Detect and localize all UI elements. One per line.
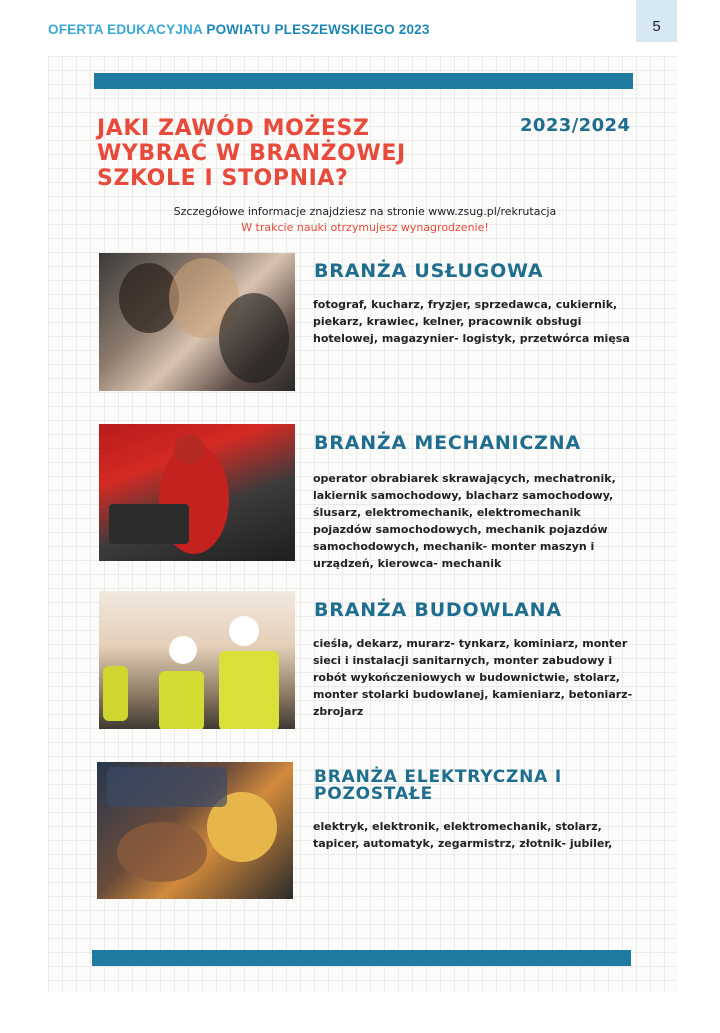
page-number: 5 (652, 18, 661, 35)
section-heading: BRANŻA MECHANICZNA (314, 432, 581, 454)
section-heading: BRANŻA USŁUGOWA (314, 260, 544, 282)
construction-workers-photo (99, 591, 295, 729)
header-title-part1: OFERTA EDUKACYJNA (48, 22, 203, 37)
school-year: 2023/2024 (520, 115, 631, 136)
section-professions: fotograf, kucharz, fryzjer, sprzedawca, cukiernik, piekarz, krawiec, kelner, pracownik obsługi hotelowej, magazynier- logistyk, przetwórca mięsa (313, 298, 630, 345)
electrician-photo (97, 762, 293, 899)
section-professions: elektryk, elektronik, elektromechanik, stolarz, tapicer, automatyk, zegarmistrz, złotnik- jubiler, (313, 820, 613, 850)
bottom-divider-bar (92, 950, 631, 966)
salary-note: W trakcie nauki otrzymujesz wynagrodzenie! (241, 221, 489, 234)
top-divider-bar (94, 73, 633, 89)
photo-figure (174, 434, 204, 464)
photo-figure (229, 616, 259, 646)
header-title (48, 22, 430, 37)
hairdresser-photo (99, 253, 295, 391)
photo-figure (219, 293, 289, 383)
section-heading: BRANŻA BUDOWLANA (314, 599, 562, 621)
section-heading: BRANŻA ELEKTRYCZNA I POZOSTAŁE (314, 767, 562, 804)
photo-figure (103, 666, 128, 721)
photo-figure (169, 636, 197, 664)
photo-figure (159, 671, 204, 729)
page-number-tab (636, 0, 677, 42)
section-professions: operator obrabiarek skrawających, mechatronik, lakiernik samochodowy, blacharz samochodowy, ślusarz, elektromechanik, elektromechanik pojazdów samochodowych, mechanik pojazdów samochodowych, mechanik- monter maszyn i urządzeń, kierowca- mechanik (313, 472, 616, 570)
header-title-part2: POWIATU PLESZEWSKIEGO 2023 (206, 22, 430, 37)
page-title: JAKI ZAWÓD MOŻESZ WYBRAĆ W BRANŻOWEJ SZKOLE I STOPNIA? (97, 116, 406, 191)
photo-figure (109, 504, 189, 544)
photo-figure (219, 651, 279, 729)
section-professions: cieśla, dekarz, murarz- tynkarz, kominiarz, monter sieci i instalacji sanitarnych, monter zabudowy i robót wykończeniowych w budownictwie, stolarz, monter stolarki budowlanej, kamieniarz, betoniarz- zbrojarz (313, 637, 633, 718)
info-line: Szczegółowe informacje znajdziesz na stronie www.zsug.pl/rekrutacja (173, 205, 557, 218)
photo-figure (117, 822, 207, 882)
photo-figure (107, 767, 227, 807)
mechanic-photo (99, 424, 295, 561)
